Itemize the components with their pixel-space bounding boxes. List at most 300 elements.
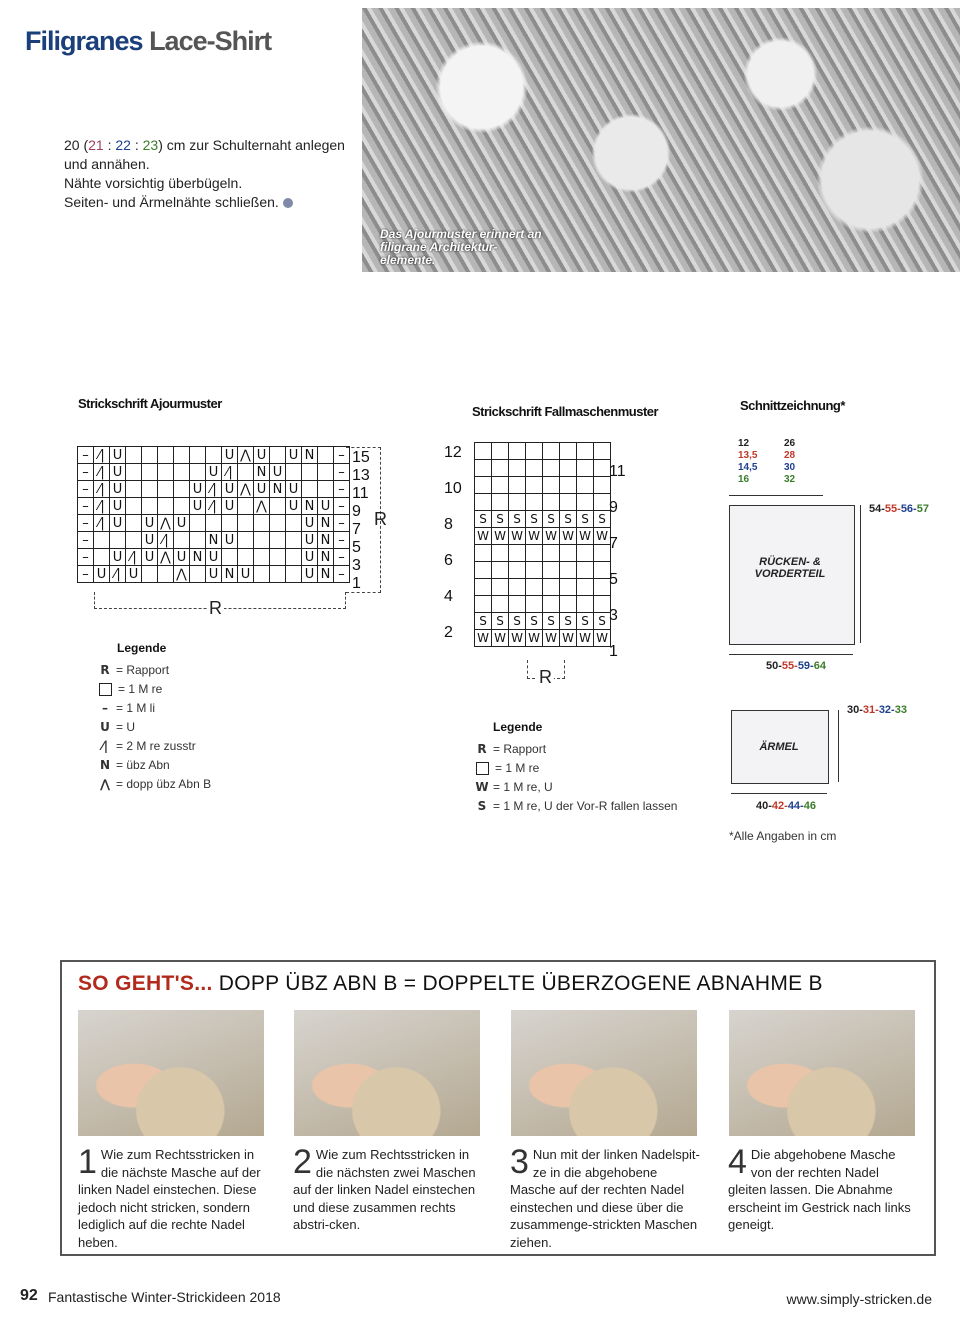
ajour-cell (126, 464, 142, 481)
fall-cell (577, 443, 594, 460)
fall-right-row-number: 7 (609, 535, 618, 552)
fall-right-row-number: 3 (609, 607, 618, 624)
fall-cell: S (526, 511, 543, 528)
fall-cell (526, 579, 543, 596)
ajour-cell: – (78, 498, 94, 515)
fall-cell: W (543, 528, 560, 545)
fall-cell: W (577, 528, 594, 545)
ajour-cell (238, 464, 254, 481)
fall-cell: W (492, 630, 509, 647)
ajour-cell (238, 498, 254, 515)
ajour-cell: U (254, 481, 270, 498)
website-link[interactable]: www.simply-stricken.de (786, 1291, 932, 1307)
ajour-cell (270, 566, 286, 583)
ajour-cell: – (78, 447, 94, 464)
fall-left-row-number: 8 (444, 516, 453, 533)
yarn-ball-icon (283, 198, 293, 208)
ajour-cell: – (334, 549, 350, 566)
ajour-cell: N (318, 566, 334, 583)
ajour-cell: ⁄| (126, 549, 142, 566)
intro-line-2: Nähte vorsichtig überbügeln. (64, 175, 243, 191)
size-measure-value: 12 (738, 438, 750, 449)
ajour-cell: – (334, 515, 350, 532)
size-measure-value: 31- (862, 704, 879, 716)
fall-cell (509, 477, 526, 494)
intro-line-1: 20 (21 : 22 : 23) cm zur Schulternaht anlegen und annähen. (64, 137, 345, 172)
fall-cell: W (594, 630, 611, 647)
ajour-row-number: 11 (352, 485, 369, 502)
legend-item (97, 699, 297, 718)
fall-row (475, 528, 611, 545)
legend-text: = 1 M re, U (493, 780, 553, 794)
fall-cell (509, 494, 526, 511)
fall-cell (577, 545, 594, 562)
sleeve-height-measure (847, 704, 907, 716)
fall-cell: W (492, 528, 509, 545)
ajour-cell (142, 498, 158, 515)
fall-cell (475, 596, 492, 613)
ajour-cell: ⁄| (94, 515, 110, 532)
fall-cell (526, 443, 543, 460)
ajour-cell: U (206, 549, 222, 566)
fall-cell (543, 579, 560, 596)
ajour-row (78, 464, 350, 481)
legend-symbol: – (102, 701, 108, 715)
fall-cell: W (577, 630, 594, 647)
fall-cell (577, 477, 594, 494)
fall-cell (526, 460, 543, 477)
fall-right-row-numbers (609, 462, 633, 678)
fall-cell (509, 460, 526, 477)
fall-row (475, 596, 611, 613)
legend-symbol: W (475, 780, 489, 794)
ajour-row-number: 3 (352, 557, 361, 574)
ajour-cell: N (318, 549, 334, 566)
fall-cell (509, 579, 526, 596)
fall-cell (560, 443, 577, 460)
ajour-cell: ⋀ (158, 549, 174, 566)
size-measure-value: 59- (797, 660, 814, 672)
ajour-cell (174, 532, 190, 549)
fall-cell: S (492, 613, 509, 630)
ajour-cell: ⋀ (174, 566, 190, 583)
ajour-cell: – (78, 532, 94, 549)
fall-cell: W (594, 528, 611, 545)
ajour-cell: U (302, 549, 318, 566)
step-1-photo (78, 1010, 264, 1136)
ajour-cell: U (110, 549, 126, 566)
ajour-cell: U (254, 447, 270, 464)
size-measure-value: 16 (738, 474, 750, 485)
size-measure-value: 13,5 (738, 450, 758, 461)
ajour-cell: ⁄| (94, 481, 110, 498)
fall-rapport-label: R (539, 667, 552, 687)
fall-cell (492, 460, 509, 477)
ajour-cell (270, 498, 286, 515)
ajour-cell (126, 515, 142, 532)
ajour-cell: N (318, 515, 334, 532)
ajour-cell: U (126, 566, 142, 583)
fall-cell: W (560, 528, 577, 545)
size-measure-value: 64 (813, 660, 826, 672)
fall-right-row-number: 1 (609, 643, 618, 660)
legend-symbol: N (99, 758, 111, 772)
ajour-row-number: 5 (352, 539, 361, 556)
ajour-row-number: 1 (352, 575, 361, 592)
ajour-cell (142, 447, 158, 464)
ajour-cell: U (302, 515, 318, 532)
size-measure-value: 30 (784, 462, 796, 473)
ajour-cell (174, 447, 190, 464)
ajour-row (78, 515, 350, 532)
ajour-cell: N (302, 498, 318, 515)
fall-cell: S (560, 613, 577, 630)
fall-row (475, 460, 611, 477)
ajour-cell: U (222, 532, 238, 549)
ajour-cell (238, 549, 254, 566)
ajour-cell (286, 549, 302, 566)
ajour-cell: – (78, 481, 94, 498)
ajour-cell: U (190, 481, 206, 498)
photo-caption: Das Ajourmuster erinnert an filigrane Architektur-elemente. (380, 227, 542, 267)
fall-right-row-number: 9 (609, 499, 618, 516)
size-measure-value: 44- (787, 800, 804, 812)
fall-left-row-numbers (444, 443, 468, 659)
ajour-cell (190, 515, 206, 532)
ajour-cell (270, 447, 286, 464)
legend-item (97, 756, 297, 775)
fall-left-row-number: 10 (444, 480, 462, 497)
fall-left-row-number: 6 (444, 552, 453, 569)
fall-cell (577, 460, 594, 477)
ajour-cell (222, 549, 238, 566)
ajour-cell (158, 464, 174, 481)
fall-cell (475, 443, 492, 460)
fall-right-row-number: 5 (609, 571, 618, 588)
ajour-cell (190, 464, 206, 481)
ajour-row (78, 549, 350, 566)
ajour-cell: ⁄| (94, 498, 110, 515)
size-measure-value: 55- (884, 503, 901, 515)
ajour-cell (286, 515, 302, 532)
ajour-cell: U (174, 549, 190, 566)
sleeve-piece-label: ÄRMEL (759, 741, 799, 753)
ajour-cell (286, 464, 302, 481)
legend-text: = übz Abn (116, 758, 170, 772)
ajour-cell: U (110, 498, 126, 515)
fall-cell (594, 443, 611, 460)
ajour-cell: U (286, 481, 302, 498)
fall-cell (475, 579, 492, 596)
body-piece-label: RÜCKEN- & VORDERTEIL (754, 556, 826, 580)
ajour-cell (318, 481, 334, 498)
ajour-cell: U (94, 566, 110, 583)
ajour-cell: U (110, 447, 126, 464)
fall-cell (594, 494, 611, 511)
fall-cell (560, 579, 577, 596)
fall-left-row-number: 4 (444, 588, 453, 605)
fall-cell (543, 562, 560, 579)
ajour-cell (158, 447, 174, 464)
ajour-cell (126, 447, 142, 464)
fall-cell: S (526, 613, 543, 630)
ajour-cell (126, 481, 142, 498)
ajour-cell (270, 549, 286, 566)
fall-cell: S (509, 511, 526, 528)
size-measure-value: 55- (781, 660, 798, 672)
size-measure-value: 50- (766, 660, 782, 672)
legend-symbol: U (100, 720, 110, 734)
ajour-cell: – (78, 566, 94, 583)
ajour-chart-grid (77, 446, 350, 583)
fall-cell (560, 562, 577, 579)
ajour-row-number: 13 (352, 467, 370, 484)
ajour-cell (222, 515, 238, 532)
ajour-cell: – (334, 481, 350, 498)
ajour-cell (238, 532, 254, 549)
ajour-rapport-label: R (209, 598, 222, 618)
ajour-cell: U (206, 464, 222, 481)
ajour-cell (174, 464, 190, 481)
fall-cell (509, 596, 526, 613)
size-measure-value: 26 (784, 438, 796, 449)
size-measure-value: 40- (756, 800, 772, 812)
fall-left-row-number: 12 (444, 444, 462, 461)
fall-cell: W (560, 630, 577, 647)
step-4-text: 4 Die abgehobene Masche von der rechten Nadel gleiten lassen. Die Abnahme erscheint im Gestrick nach links geneigt. (728, 1143, 911, 1232)
ajour-cell: – (334, 498, 350, 515)
sleeve-height-line (838, 710, 839, 782)
ajour-cell (158, 481, 174, 498)
shoulder-width-measures (784, 438, 814, 486)
fall-cell (560, 494, 577, 511)
fall-cell (475, 494, 492, 511)
ajour-cell: U (110, 464, 126, 481)
intro-text (64, 136, 354, 212)
howto-heading: SO GEHT'S... DOPP ÜBZ ABN B = DOPPELTE ÜBERZOGENE ABNAHME B (78, 972, 823, 995)
legend-text: = 1 M re, U der Vor-R fallen lassen (493, 799, 678, 813)
step-2-photo (294, 1010, 480, 1136)
ajour-legend (97, 661, 297, 794)
fall-cell (594, 477, 611, 494)
fall-cell (492, 477, 509, 494)
body-width-line (729, 654, 853, 655)
fall-cell (509, 443, 526, 460)
ajour-cell: – (334, 532, 350, 549)
ajour-cell: U (286, 498, 302, 515)
neck-width-measures (738, 438, 768, 486)
ajour-cell: N (206, 532, 222, 549)
ajour-cell: – (78, 464, 94, 481)
legend-text: = 2 M re zusstr (116, 739, 196, 753)
fall-cell (492, 545, 509, 562)
fall-row (475, 579, 611, 596)
ajour-cell (254, 549, 270, 566)
page-number: 92 (20, 1287, 38, 1304)
ajour-cell: ⁄| (94, 447, 110, 464)
ajour-cell: N (254, 464, 270, 481)
ajour-cell: U (142, 515, 158, 532)
ajour-cell: ⁄| (94, 464, 110, 481)
legend-item (97, 680, 297, 699)
step-2-text: 2 Wie zum Rechtsstricken in die nächsten zwei Maschen auf der linken Nadel einstechen und diese zusammen rechts abstri-cken. (293, 1143, 476, 1232)
size-measure-value: 57 (916, 503, 929, 515)
ajour-cell: ⋀ (238, 447, 254, 464)
fall-cell (594, 579, 611, 596)
ajour-cell: U (142, 549, 158, 566)
ajour-row-number: 7 (352, 521, 361, 538)
fall-cell: W (509, 630, 526, 647)
fall-cell: S (543, 613, 560, 630)
step-3-photo (511, 1010, 697, 1136)
ajour-chart-title: Strickschrift Ajourmuster (78, 396, 222, 411)
size-measure-value: 54- (869, 503, 885, 515)
ajour-cell (254, 532, 270, 549)
fall-cell: S (475, 613, 492, 630)
ajour-cell (190, 566, 206, 583)
knit-stitch-box-icon (99, 683, 112, 696)
size-measure-value: 28 (784, 450, 796, 461)
fall-legend (474, 740, 704, 816)
page-title: Filigranes Lace-Shirt (25, 26, 272, 56)
ajour-row-number: 15 (352, 449, 370, 466)
ajour-cell (158, 498, 174, 515)
legend-item (97, 661, 297, 680)
ajour-cell (174, 481, 190, 498)
fall-cell: S (492, 511, 509, 528)
ajour-cell (270, 532, 286, 549)
ajour-cell: U (206, 566, 222, 583)
fall-cell: W (475, 528, 492, 545)
fall-legend-title: Legende (493, 720, 543, 734)
ajour-cell: U (286, 447, 302, 464)
ajour-cell: – (334, 447, 350, 464)
fall-cell (594, 545, 611, 562)
fall-cell: S (594, 511, 611, 528)
ajour-cell: U (190, 498, 206, 515)
ajour-cell (302, 481, 318, 498)
ajour-cell: ⁄| (158, 532, 174, 549)
size-measure-value: 30- (847, 704, 863, 716)
fall-row (475, 562, 611, 579)
fall-chart-grid (474, 442, 611, 647)
size-measure-value: 32- (878, 704, 895, 716)
fall-cell: S (594, 613, 611, 630)
body-height-measure (869, 503, 929, 515)
fall-cell (492, 596, 509, 613)
fall-cell (475, 545, 492, 562)
fall-cell (560, 477, 577, 494)
ajour-cell: ⋀ (158, 515, 174, 532)
size-measure-value: 42- (771, 800, 788, 812)
fall-cell (577, 494, 594, 511)
fall-cell (543, 494, 560, 511)
fall-cell (475, 460, 492, 477)
step-1-text: 1 Wie zum Rechtsstricken in die nächste Masche auf der linken Nadel einstechen. Diese jedoch nicht stricken, sondern lediglich auf die rechte Nadel heben. (78, 1143, 261, 1250)
intro-line-3: Seiten- und Ärmelnähte schließen. (64, 193, 354, 212)
fall-chart-title: Strickschrift Fallmaschenmuster (472, 404, 659, 419)
step-4-photo (729, 1010, 915, 1136)
fall-row (475, 613, 611, 630)
sleeve-width-line (731, 793, 827, 794)
ajour-cell (110, 532, 126, 549)
ajour-cell (142, 464, 158, 481)
ajour-cell (158, 566, 174, 583)
ajour-cell: U (238, 566, 254, 583)
fall-row (475, 477, 611, 494)
ajour-cell: U (302, 566, 318, 583)
step-3-text: 3 Nun mit der linken Nadelspit-ze in die abgehobene Masche auf der rechten Nadel einstechen und diese über die zusammenge-strickten Maschen ziehen. (510, 1143, 700, 1250)
ajour-cell: ⁄| (222, 464, 238, 481)
ajour-cell: N (318, 532, 334, 549)
top-measure-line (729, 495, 823, 496)
ajour-cell (238, 515, 254, 532)
legend-symbol: R (100, 663, 110, 677)
fall-cell: W (526, 528, 543, 545)
legend-item (97, 775, 297, 794)
fall-cell (560, 545, 577, 562)
fall-cell (543, 477, 560, 494)
ajour-row-number: 9 (352, 503, 361, 520)
fall-cell (492, 494, 509, 511)
size-measure-value: 46 (803, 800, 816, 812)
legend-text: = Rapport (116, 663, 170, 677)
legend-item (474, 797, 704, 816)
fall-cell (509, 545, 526, 562)
size-measure-value: 14,5 (738, 462, 758, 473)
ajour-cell: N (190, 549, 206, 566)
sleeve-width-measure (756, 800, 816, 812)
legend-item (97, 737, 297, 756)
fall-cell: W (526, 630, 543, 647)
ajour-cell (142, 566, 158, 583)
legend-symbol: ⁄| (101, 739, 109, 753)
measure-note: *Alle Angaben in cm (729, 829, 837, 843)
fall-cell (526, 494, 543, 511)
fall-cell (526, 596, 543, 613)
ajour-row (78, 566, 350, 583)
fall-cell: S (560, 511, 577, 528)
fall-row (475, 630, 611, 647)
fall-cell (526, 562, 543, 579)
ajour-cell (206, 515, 222, 532)
legend-symbol: R (477, 742, 487, 756)
fall-cell (543, 596, 560, 613)
ajour-cell: U (142, 532, 158, 549)
body-height-line (860, 505, 861, 643)
fall-cell: S (577, 511, 594, 528)
ajour-cell (302, 464, 318, 481)
fall-row (475, 494, 611, 511)
fall-cell (577, 579, 594, 596)
legend-item (474, 778, 704, 797)
ajour-cell: ⁄| (206, 481, 222, 498)
fall-cell (543, 460, 560, 477)
ajour-cell: N (270, 481, 286, 498)
ajour-cell: – (78, 549, 94, 566)
body-width-measure (766, 660, 826, 672)
fall-cell: S (577, 613, 594, 630)
ajour-cell: U (302, 532, 318, 549)
ajour-cell: U (318, 498, 334, 515)
ajour-side-rapport-label: R (374, 509, 387, 529)
ajour-cell: U (110, 515, 126, 532)
ajour-row (78, 498, 350, 515)
ajour-cell: – (78, 515, 94, 532)
fall-cell (594, 460, 611, 477)
ajour-cell (286, 532, 302, 549)
legend-text: = Rapport (493, 742, 547, 756)
